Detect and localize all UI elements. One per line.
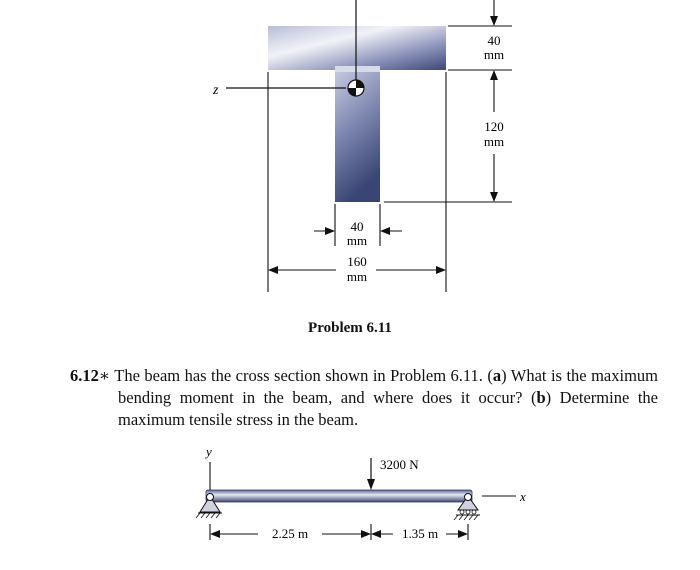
span-left-label: 2.25 m — [271, 526, 309, 541]
problem-number: 6.12 — [70, 366, 99, 385]
flange-thickness-value: 40 — [487, 33, 501, 48]
beam-x-axis-label: x — [520, 489, 526, 504]
flange-web-blend — [335, 66, 380, 72]
flange — [268, 26, 446, 70]
problem-statement — [66, 365, 658, 431]
flange-width-unit: mm — [346, 269, 368, 284]
flange-thickness-unit: mm — [483, 47, 505, 62]
problem-text-2: ) What is the maximum bending moment in the beam, and where does it occur? ( — [118, 366, 658, 407]
part-b-label: b — [536, 388, 546, 407]
problem-text-1: The beam has the cross section shown in Problem 6.11. ( — [110, 366, 493, 385]
web-width-unit: mm — [346, 233, 368, 248]
problem-body — [66, 365, 658, 431]
load-label: 3200 N — [380, 457, 419, 472]
web-height-value: 120 — [484, 119, 504, 134]
span-right-label: 1.35 m — [401, 526, 439, 541]
flange-width-value: 160 — [347, 254, 367, 269]
figure-caption: Problem 6.11 — [308, 320, 392, 336]
part-a-label: a — [492, 366, 502, 385]
beam — [206, 490, 472, 502]
web-width-value: 40 — [350, 219, 364, 234]
problem-text-3: ) Determine the maximum tensile stress in the beam. — [118, 388, 658, 429]
problem-marker: ∗ — [98, 366, 111, 385]
beam-y-axis-label: y — [206, 444, 212, 459]
z-axis-label: z — [213, 83, 219, 98]
t-cross-section — [268, 26, 446, 202]
web-height-unit: mm — [483, 134, 505, 149]
load-arrow-icon — [367, 458, 375, 490]
centroid-icon — [348, 80, 364, 96]
